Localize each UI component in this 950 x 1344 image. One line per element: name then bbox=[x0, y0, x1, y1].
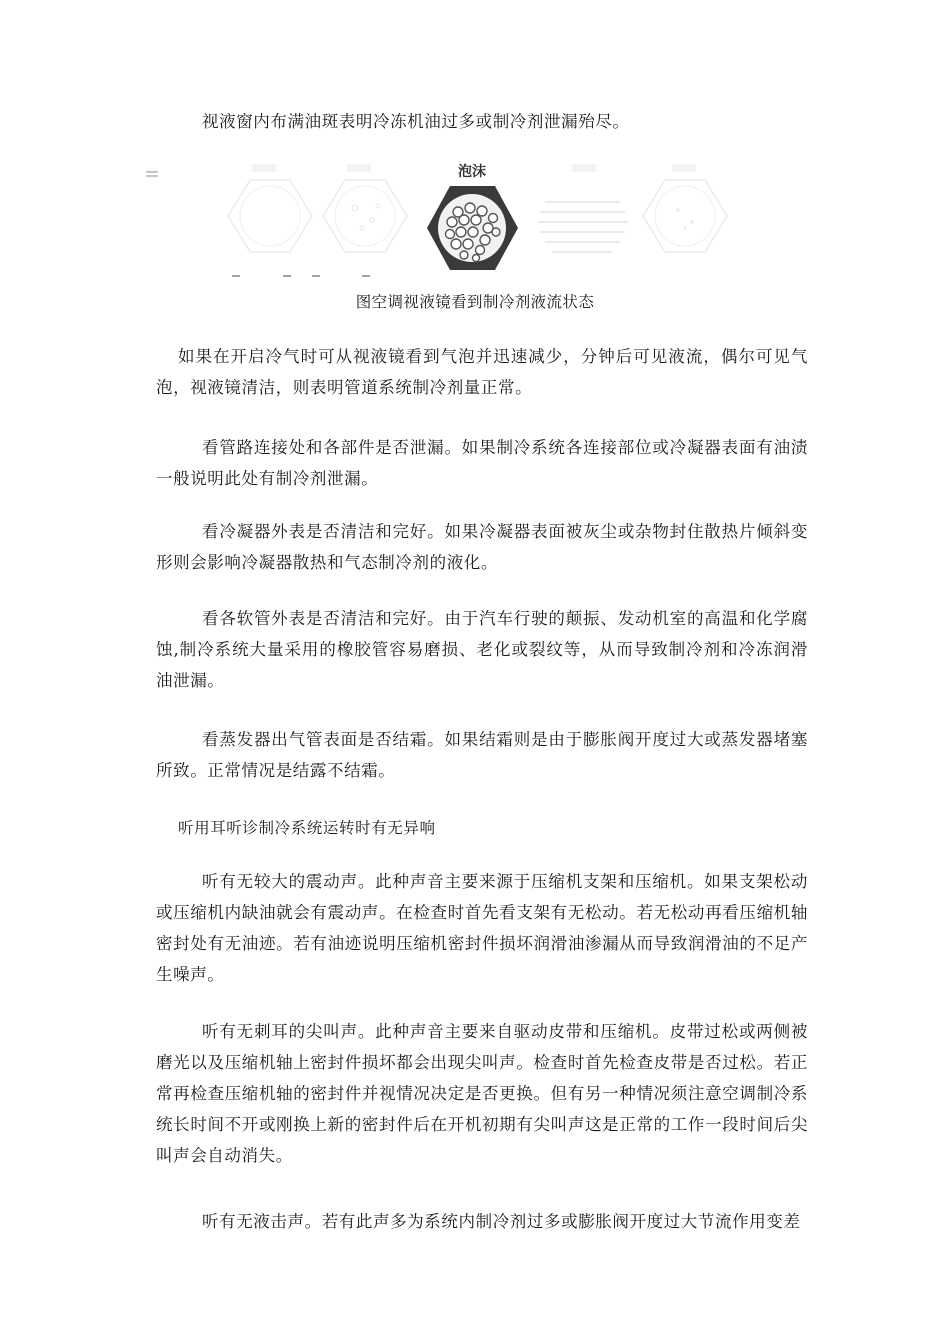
sight-glass-figure bbox=[140, 158, 760, 283]
sight-glass-illustration bbox=[140, 158, 760, 283]
figure-caption: 图空调视液镜看到制冷剂液流状态 bbox=[355, 293, 595, 311]
sight-glass-bubbles bbox=[323, 164, 407, 252]
paragraph-condenser: 看冷凝器外表是否清洁和完好。如果冷凝器表面被灰尘或杂物封住散热片倾斜变形则会影响冷凝器散热和气态制冷剂的液化。 bbox=[156, 522, 808, 572]
sight-glass-oil-spots bbox=[643, 164, 727, 252]
paragraph-squeal-noise: 听有无刺耳的尖叫声。此种声音主要来自驱动皮带和压缩机。皮带过松或两侧被磨光以及压缩机轴上密封件损坏都会出现尖叫声。检查时首先检查皮带是否过松。若正常再检查压缩机轴的密封件并视情况决定是否更换。但有另一种情况须注意空调制冷系统长时间不开或刚换上新的密封件后在开机初期有尖叫声这是正常的工作一段时间后尖叫声会自动消失。 bbox=[156, 1022, 808, 1165]
paragraph-normal-charge: 如果在开启冷气时可从视液镜看到气泡并迅速减少，分钟后可见液流，偶尔可见气泡，视液镜清洁，则表明管道系统制冷剂量正常。 bbox=[156, 347, 808, 397]
foam-label: 泡沫 bbox=[458, 164, 486, 180]
sight-glass-streaks bbox=[538, 164, 628, 252]
paragraph-liquid-knock: 听有无液击声。若有此声多为系统内制冷剂过多或膨胀阀开度过大节流作用变差 bbox=[202, 1212, 801, 1231]
paragraph-oil-spots: 视液窗内布满油斑表明冷冻机油过多或制冷剂泄漏殆尽。 bbox=[202, 112, 630, 131]
sight-glass-foam bbox=[427, 163, 518, 270]
corner-mark-icon bbox=[146, 172, 158, 176]
paragraph-evaporator: 看蒸发器出气管表面是否结霜。如果结霜则是由于膨胀阀开度过大或蒸发器堵塞所致。正常情况是结露不结霜。 bbox=[156, 730, 808, 780]
sight-glass-clear bbox=[228, 164, 312, 252]
section-heading-listen: 听用耳听诊制冷系统运转时有无异响 bbox=[178, 819, 436, 837]
paragraph-vibration-noise: 听有无较大的震动声。此种声音主要来源于压缩机支架和压缩机。如果支架松动或压缩机内缺油就会有震动声。在检查时首先看支架有无松动。若无松动再看压缩机轴密封处有无油迹。若有油迹说明压缩机密封件损坏润滑油渗漏从而导致润滑油的不足产生噪声。 bbox=[156, 872, 808, 984]
paragraph-pipe-leak: 看管路连接处和各部件是否泄漏。如果制冷系统各连接部位或冷凝器表面有油渍一般说明此处有制冷剂泄漏。 bbox=[156, 438, 808, 488]
paragraph-hoses: 看各软管外表是否清洁和完好。由于汽车行驶的颠振、发动机室的高温和化学腐蚀,制冷系统大量采用的橡胶管容易磨损、老化或裂纹等，从而导致制冷剂和冷冻润滑油泄漏。 bbox=[156, 609, 808, 690]
